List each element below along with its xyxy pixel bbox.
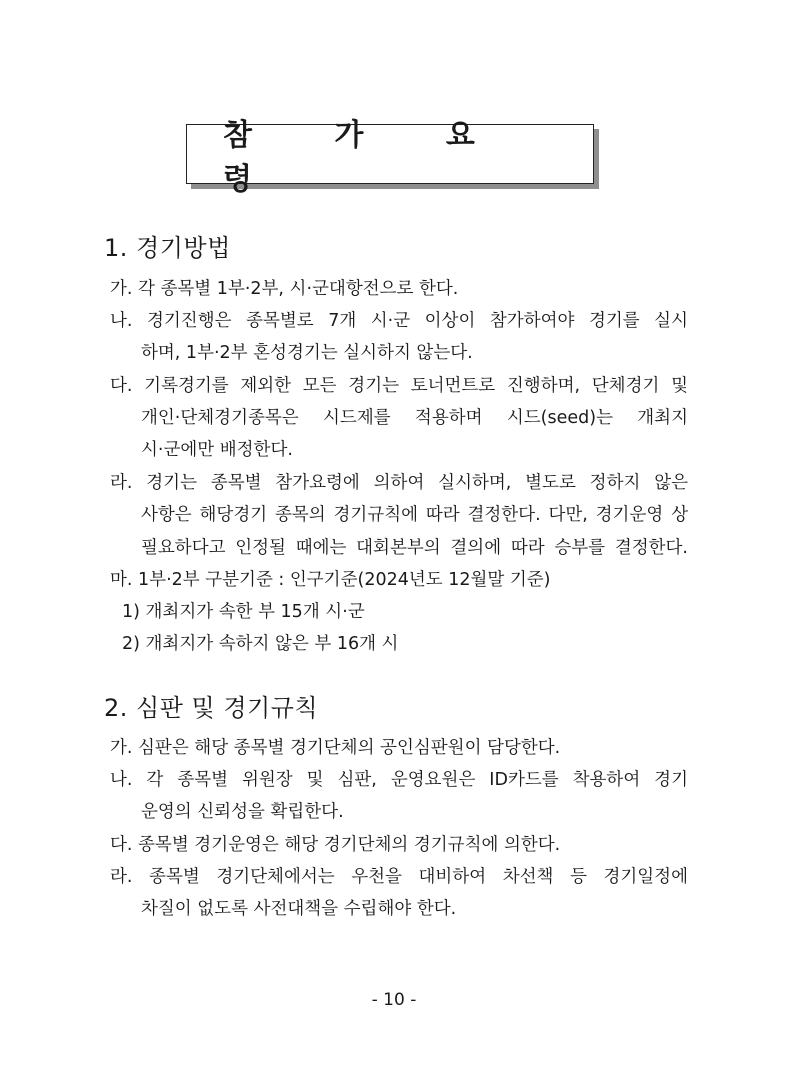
sub-item-1: 1) 개최지가 속한 부 15개 시·군 [122, 602, 365, 622]
item-da-2: 다. 종목별 경기운영은 해당 경기단체의 경기규칙에 의한다. [110, 835, 561, 855]
section-heading-1: 1. 경기방법 [104, 234, 231, 262]
item-da-1-cont2: 시·군에만 배정한다. [141, 440, 293, 460]
item-na-2: 나. 각 종목별 위원장 및 심판, 운영요원은 ID카드를 착용하여 경기 [110, 770, 688, 790]
item-ga-1: 가. 각 종목별 1부·2부, 시·군대항전으로 한다. [110, 279, 459, 299]
sub-item-2: 2) 개최지가 속하지 않은 부 16개 시 [122, 634, 399, 654]
item-ra-1-cont: 사항은 해당경기 종목의 경기규칙에 따라 결정한다. 다만, 경기운영 상 [141, 505, 688, 525]
item-na-1-cont: 하며, 1부·2부 혼성경기는 실시하지 않는다. [141, 343, 473, 363]
item-ra-1-cont2: 필요하다고 인정될 때에는 대회본부의 결의에 따라 승부를 결정한다. [141, 538, 688, 558]
page-number: - 10 - [371, 990, 417, 1010]
item-ra-1: 라. 경기는 종목별 참가요령에 의하여 실시하며, 별도로 정하지 않은 [110, 473, 688, 493]
item-da-1: 다. 기록경기를 제외한 모든 경기는 토너먼트로 진행하며, 단체경기 및 [110, 376, 688, 396]
item-na-2-cont: 운영의 신뢰성을 확립한다. [141, 802, 344, 822]
item-da-1-cont: 개인·단체경기종목은 시드제를 적용하며 시드(seed)는 개최지 [141, 408, 688, 428]
item-ra-2-cont: 차질이 없도록 사전대책을 수립해야 한다. [141, 899, 457, 919]
page-title: 참 가 요 령 [186, 124, 594, 184]
item-ra-2: 라. 종목별 경기단체에서는 우천을 대비하여 차선책 등 경기일정에 [110, 867, 688, 887]
section-heading-2: 2. 심판 및 경기규칙 [104, 694, 319, 722]
item-ga-2: 가. 심판은 해당 종목별 경기단체의 공인심판원이 담당한다. [110, 738, 561, 758]
item-na-1: 나. 경기진행은 종목별로 7개 시·군 이상이 참가하여야 경기를 실시 [110, 311, 688, 331]
item-ma-1: 마. 1부·2부 구분기준 : 인구기준(2024년도 12월말 기준) [110, 570, 551, 590]
